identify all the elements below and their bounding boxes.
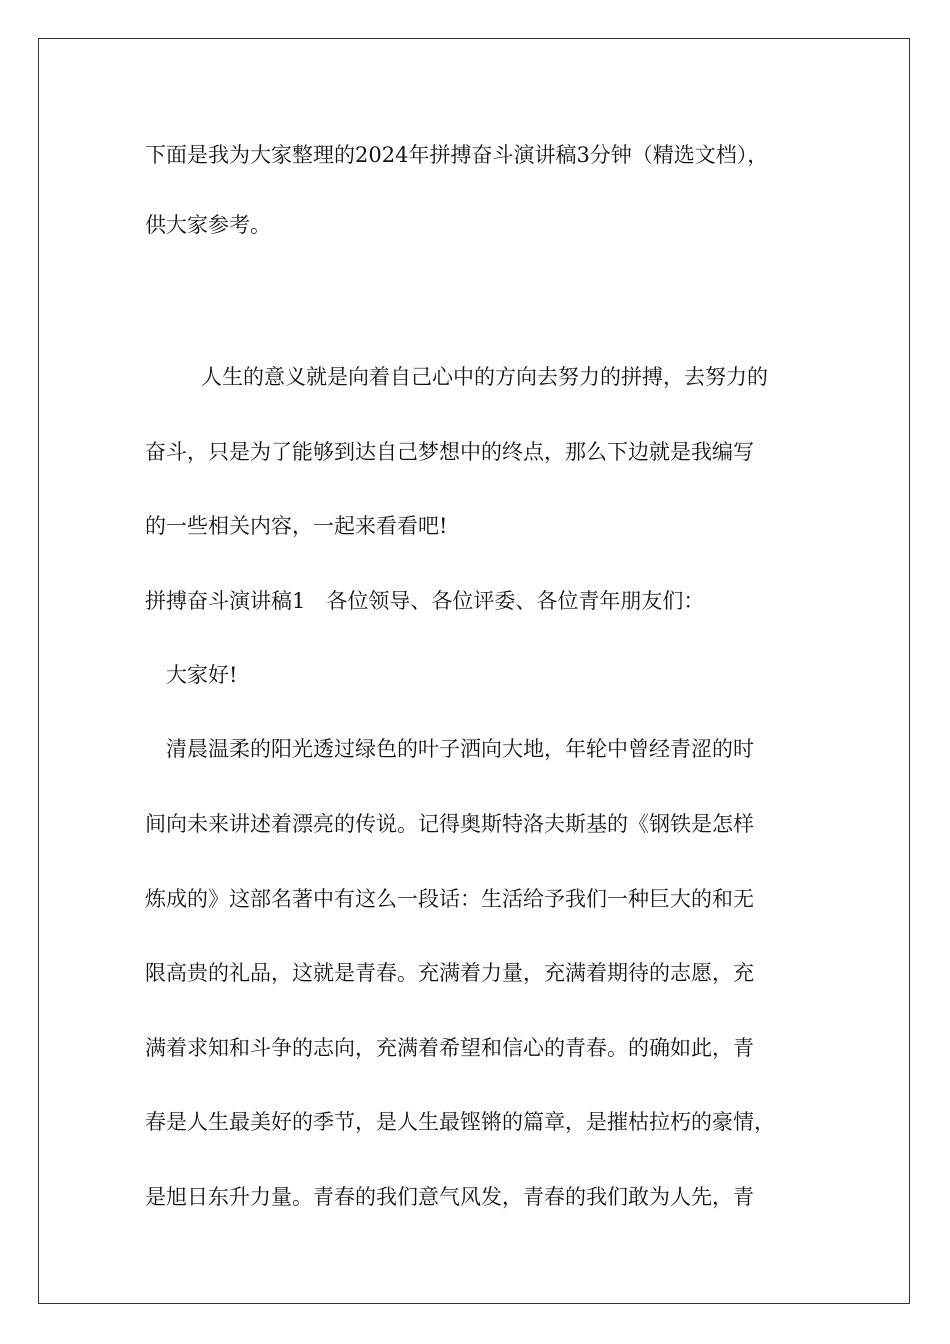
text-line-2: 供大家参考。 xyxy=(145,213,271,237)
text-line-3: 人生的意义就是向着自己心中的方向去努力的拼搏，去努力的 xyxy=(201,365,768,389)
text-line-5: 的一些相关内容，一起来看看吧! xyxy=(145,514,448,538)
text-line-1: 下面是我为大家整理的2024年拼搏奋斗演讲稿3分钟（精选文档）， xyxy=(145,143,769,167)
text-line-7: 大家好! xyxy=(166,663,238,687)
text-line-6: 拼搏奋斗演讲稿1 各位领导、各位评委、各位青年朋友们： xyxy=(145,589,705,613)
text-line-9: 间向未来讲述着漂亮的传说。记得奥斯特洛夫斯基的《钢铁是怎样 xyxy=(145,812,754,836)
text-line-4: 奋斗，只是为了能够到达自己梦想中的终点，那么下边就是我编写 xyxy=(145,440,754,464)
text-line-10: 炼成的》这部名著中有这么一段话：生活给予我们一种巨大的和无 xyxy=(145,887,754,911)
text-line-12: 满着求知和斗争的志向，充满着希望和信心的青春。的确如此，青 xyxy=(145,1036,754,1060)
text-line-8: 清晨温柔的阳光透过绿色的叶子洒向大地，年轮中曾经青涩的时 xyxy=(166,737,754,761)
text-line-14: 是旭日东升力量。青春的我们意气风发，青春的我们敢为人先，青 xyxy=(145,1185,754,1209)
text-line-11: 限高贵的礼品，这就是青春。充满着力量，充满着期待的志愿，充 xyxy=(145,961,754,985)
text-line-13: 春是人生最美好的季节，是人生最铿锵的篇章，是摧枯拉朽的豪情， xyxy=(145,1110,775,1134)
